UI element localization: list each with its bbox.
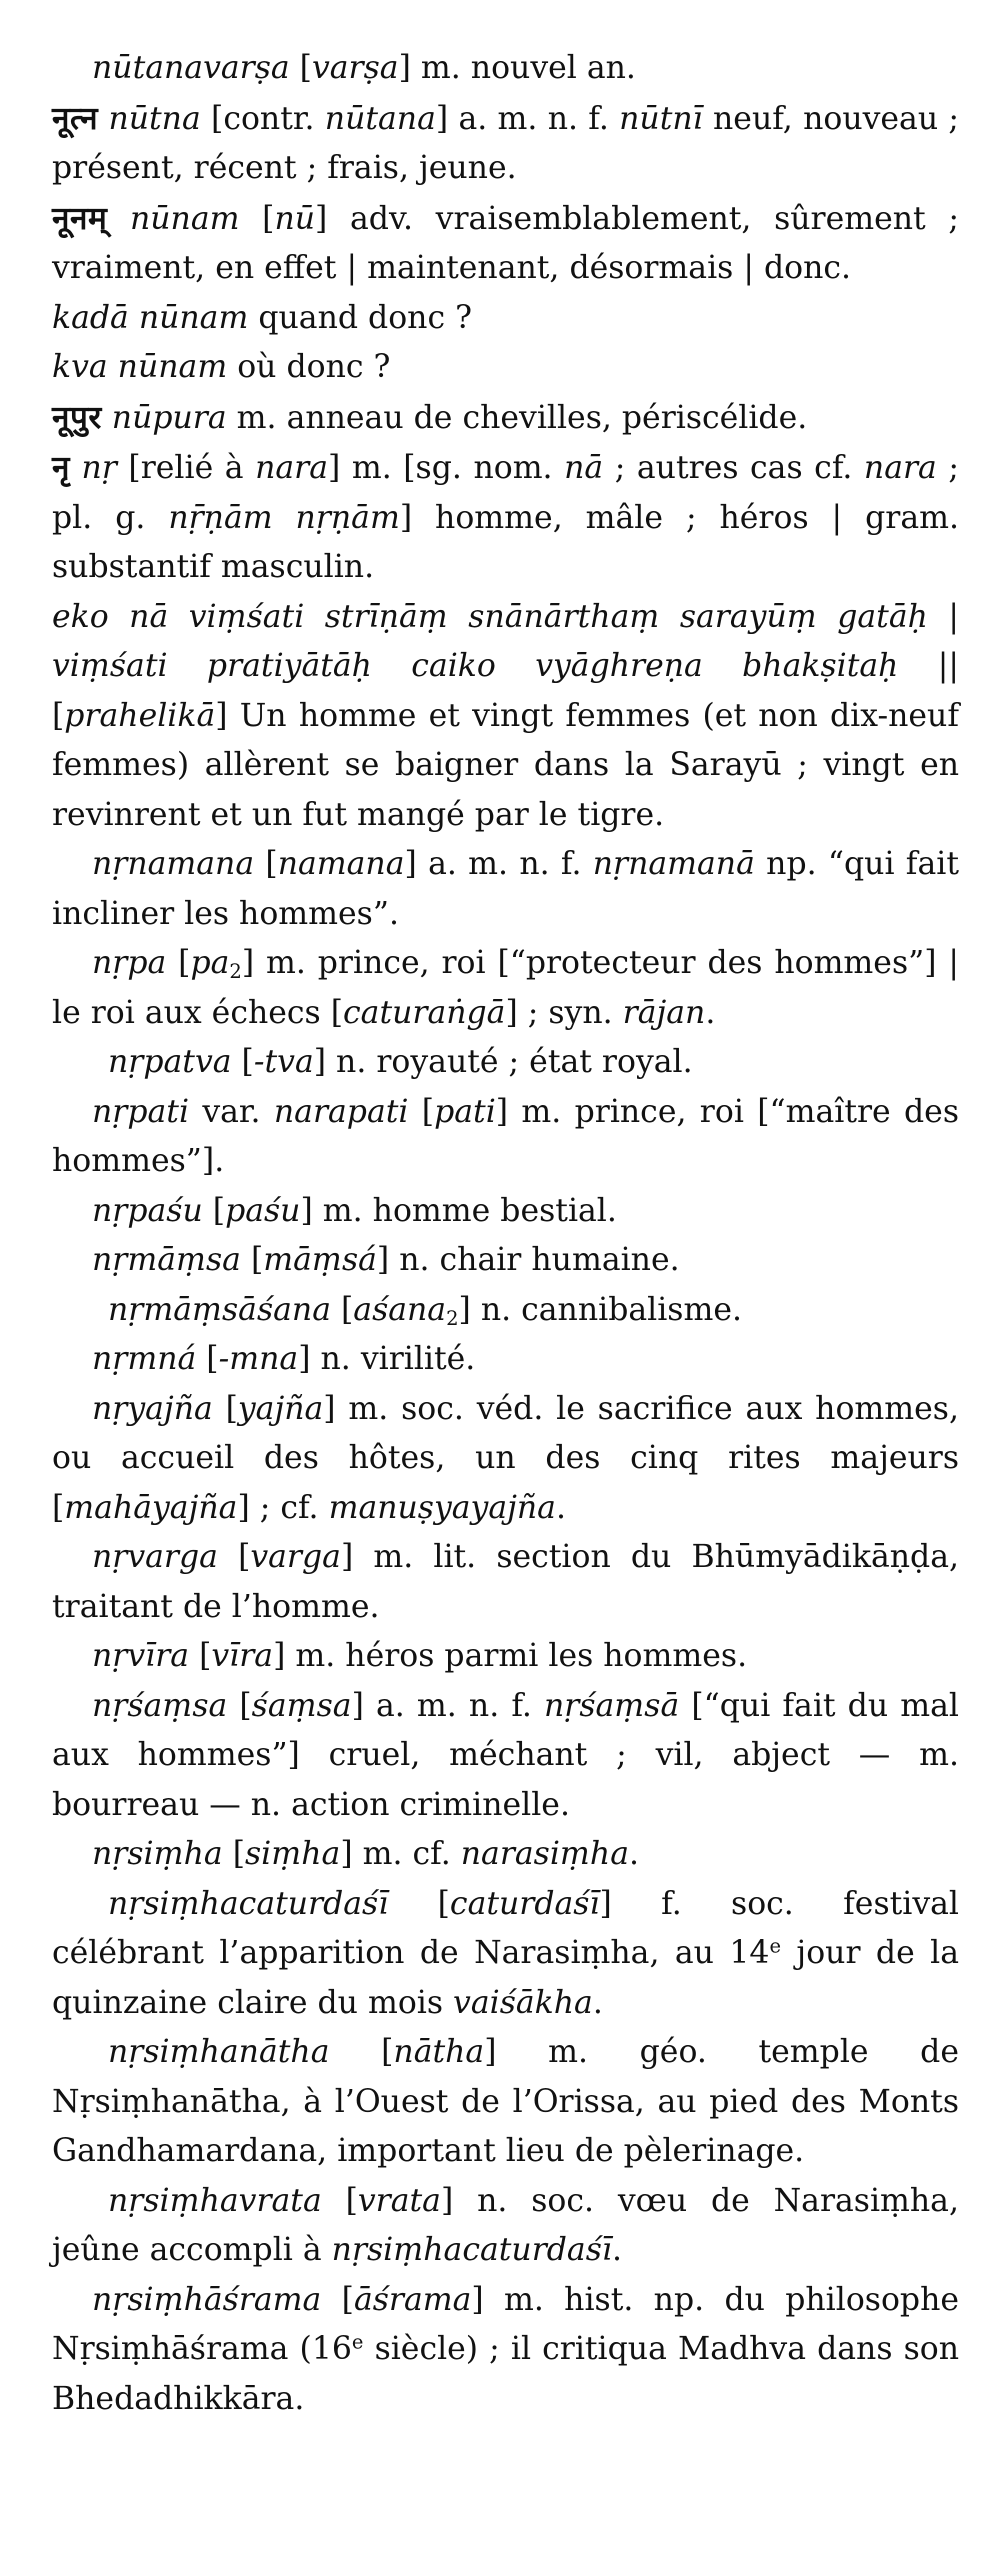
dictionary-entry: nṛmāṃsa [māṃsá] n. chair humaine.: [92, 1242, 680, 1278]
dictionary-entry: nṛsiṃhāśrama [āśrama] m. hist. np. du philosophe Nṛsiṃhāśrama (16e siècle) ; il critiqua Madhva dans son Bhedadhikkāra.: [52, 2281, 960, 2417]
dictionary-entry: nṛyajña [yajña] m. soc. véd. le sacrifice aux hommes, ou accueil des hôtes, un des cinq rites majeurs [mahāyajña] ; cf. manuṣyayajña.: [52, 1390, 959, 1526]
dictionary-entry: नृ nṛ [relié à nara] m. [sg. nom. nā ; autres cas cf. nara ; pl. g. nṝṇām nṛṇām] homme, mâle ; héros | gram. substantif masculin.: [52, 449, 959, 585]
dictionary-entry: nṛpa $[pa_2]$ m. prince, roi [“protecteur des hommes”] | le roi aux échecs [caturaṅgā] ; syn. rājan.: [52, 945, 959, 1031]
dictionary-entry: nṛmná [-mna] n. virilité.: [92, 1341, 476, 1377]
dictionary-entry: nṛvīra [vīra] m. héros parmi les hommes.: [92, 1638, 748, 1674]
dictionary-entry: nṛsiṃhacaturdaśī [caturdaśī] f. soc. festival célébrant l’apparition de Narasiṃha, au 14e jour de la quinzaine claire du mois vaiśākha.: [52, 1885, 959, 2021]
dictionary-entry: nūtanavarṣa [varṣa] m. nouvel an.: [92, 50, 636, 86]
dictionary-entry: nṛsiṃha [siṃha] m. cf. narasiṃha.: [92, 1836, 640, 1872]
entry-list: [52, 44, 959, 2424]
dictionary-entry: nṛśaṃsa [śaṃsa] a. m. n. f. nṛśaṃsā [“qui fait du mal aux hommes”] cruel, méchant ; vil, abject — m. bourreau — n. action criminelle.: [52, 1687, 959, 1823]
dictionary-entry: nṛnamana [namana] a. m. n. f. nṛnamanā np. “qui fait incliner les hommes”.: [52, 846, 959, 932]
dictionary-entry: kva nūnam où donc ?: [52, 349, 391, 385]
dictionary-entry: नूत्न nūtna [contr. nūtana] a. m. n. f. nūtnī neuf, nouveau ; présent, récent ; frais, jeune.: [52, 99, 960, 186]
dictionary-entry: nṛsiṃhanātha [nātha] m. géo. temple de Nṛsiṃhanātha, à l’Ouest de l’Orissa, au pied des Monts Gandhamardana, important lieu de pèlerinage.: [52, 2034, 959, 2169]
dictionary-entry: nṛpaśu [paśu] m. homme bestial.: [92, 1192, 617, 1229]
dictionary-entry: नूनम् nūnam [nū] adv. vraisemblablement, sûrement ; vraiment, en effet | maintenant, désormais | donc.: [52, 199, 959, 286]
dictionary-entry: nṛmāṃsāśana [aśana$_2$] n. cannibalisme.: [108, 1291, 742, 1330]
dictionary-entry: kadā nūnam quand donc ?: [52, 299, 473, 336]
dictionary-entry: nṛsiṃhavrata [vrata] n. soc. vœu de Narasiṃha, jeûne accompli à nṛsiṃhacaturdaśī.: [52, 2182, 959, 2268]
dictionary-entry: नूपुर nūpura m. anneau de chevilles, périscélide.: [52, 398, 808, 436]
dictionary-entry: nṛpatva [-tva] n. royauté ; état royal.: [108, 1044, 693, 1080]
dictionary-entry: nṛvarga [varga] m. lit. section du Bhūmyādikāṇḍa, traitant de l’homme.: [52, 1539, 959, 1625]
dictionary-entry: eko nā viṃśati strīṇāṃ snānārthaṃ sarayūṃ gatāḥ | viṃśati pratiyātāḥ caiko vyāghreṇa bhakṣitaḥ || [prahelikā] Un homme et vingt femmes (et non dix-neuf femmes) allèrent se baigner dans la Sarayū ; vingt en revinrent et un fut mangé par le tigre.: [52, 598, 959, 833]
dictionary-entry: nṛpati var. narapati [pati] m. prince, roi [“maître des hommes”].: [52, 1093, 959, 1179]
